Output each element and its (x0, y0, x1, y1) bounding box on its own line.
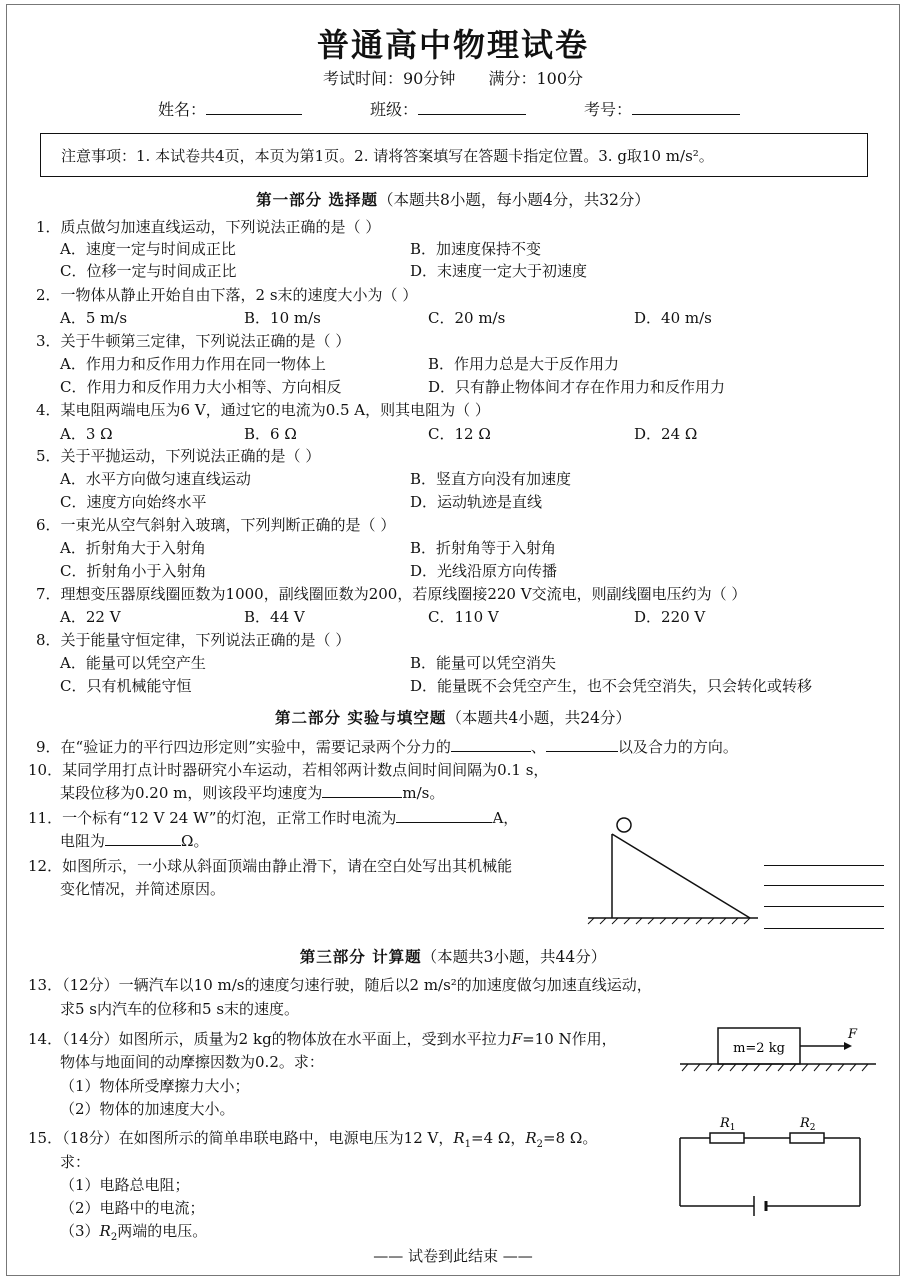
q3-option-c[interactable]: C．作用力和反作用力大小相等、方向相反 (60, 378, 342, 396)
q14-line2: 物体与地面间的动摩擦因数为0.2。求： (60, 1053, 324, 1071)
part3-desc: （本题共3小题，共44分） (421, 948, 607, 966)
part2-header (0, 706, 906, 728)
q13-line2: 求5 s内汽车的位移和5 s末的速度。 (60, 1000, 300, 1018)
q6-stem: 6．一束光从空气斜射入玻璃，下列判断正确的是（ ） (36, 516, 396, 534)
q6-option-d[interactable]: D．光线沿原方向传播 (410, 562, 558, 580)
exam-title: 普通高中物理试卷 (316, 26, 589, 64)
q1-option-b[interactable]: B．加速度保持不变 (410, 240, 542, 258)
q7-stem: 7．理想变压器原线圈匝数为1000，副线圈匝数为200，若原线圈接220 V交流电，则副线圈电压约为（ ） (36, 585, 747, 603)
class-blank[interactable] (418, 100, 526, 115)
q8-option-c[interactable]: C．只有机械能守恒 (60, 677, 192, 695)
q12-line2: 变化情况，并简述原因。 (60, 880, 226, 898)
q15-sub3 (60, 1221, 207, 1248)
q14-sub2: （2）物体的加速度大小。 (60, 1100, 235, 1118)
q11-unit-a: A， (492, 809, 519, 827)
part2-desc: （本题共4小题，共24分） (446, 709, 631, 727)
q1-option-a[interactable]: A．速度一定与时间成正比 (60, 240, 236, 258)
part1-desc: （本题共8小题，每小题4分，共32分） (377, 191, 650, 209)
q9-sep: 、 (530, 738, 546, 756)
q7-option-b[interactable]: B．44 V (244, 608, 305, 626)
resistor-r1 (710, 1133, 744, 1143)
class-label: 班级： (370, 100, 419, 119)
q11-line2a: 电阻为 (60, 832, 106, 850)
q12-line1: 12．如图所示，一小球从斜面顶端由静止滑下，请在空白处写出其机械能 (28, 857, 513, 875)
q2-option-a[interactable]: A．5 m/s (60, 309, 128, 327)
q4-stem: 4．某电阻两端电压为6 V，通过它的电流为0.5 A，则其电阻为（ ） (36, 401, 490, 419)
q5-option-d[interactable]: D．运动轨迹是直线 (410, 493, 543, 511)
q15-eq1: =4 Ω， (471, 1129, 526, 1147)
q10-unit: m/s。 (402, 784, 445, 802)
q3-option-a[interactable]: A．作用力和反作用力作用在同一物体上 (60, 355, 326, 373)
q10-blank[interactable] (322, 783, 402, 798)
q9-blank-2[interactable] (546, 737, 618, 752)
q11-line1a: 11．一个标有“12 V 24 W”的灯泡，正常工作时电流为 (28, 809, 397, 827)
exam-info (0, 66, 906, 89)
q15-sub2: （2）电路中的电流； (60, 1199, 205, 1217)
q10-line2 (60, 783, 444, 803)
q15-r1-symbol: R (453, 1129, 465, 1147)
q4-option-d[interactable]: D．24 Ω (634, 425, 698, 443)
footer-end: —— 试卷到此结束 —— (373, 1247, 533, 1265)
q15-sub3a: （3） (60, 1222, 100, 1240)
q11-line2 (60, 831, 208, 851)
q8-option-d[interactable]: D．能量既不会凭空产生，也不会凭空消失，只会转化或转移 (410, 677, 813, 695)
q11-blank-1[interactable] (396, 808, 492, 823)
q9-blank-1[interactable] (451, 737, 531, 752)
force-label: F (848, 1027, 858, 1042)
q11-line1 (28, 808, 518, 828)
q15-line1a: 15．（18分）在如图所示的简单串联电路中，电源电压为12 V， (28, 1129, 454, 1147)
q3-stem: 3．关于牛顿第三定律，下列说法正确的是（ ） (36, 332, 351, 350)
q8-option-b[interactable]: B．能量可以凭空消失 (410, 654, 557, 672)
q15-eq2: =8 Ω。 (543, 1129, 598, 1147)
q15-r2-symbol: R (525, 1129, 537, 1147)
q15-sub3b: 两端的电压。 (117, 1222, 208, 1240)
part2-title: 第二部分 实验与填空题 (275, 708, 447, 727)
q9-part-b: 以及合力的方向。 (617, 738, 738, 756)
q14-force-symbol: F (511, 1030, 523, 1048)
q2-option-d[interactable]: D．40 m/s (634, 309, 712, 327)
q10-line1: 10．某同学用打点计时器研究小车运动，若相邻两计数点间时间间隔为0.1 s， (28, 761, 549, 779)
number-field (584, 100, 740, 120)
part3-title: 第三部分 计算题 (299, 947, 422, 966)
q14-line1 (28, 1029, 617, 1049)
r1-label: $R_1$ (720, 1116, 736, 1133)
q5-stem: 5．关于平抛运动，下列说法正确的是（ ） (36, 447, 321, 465)
name-blank[interactable] (206, 100, 302, 115)
ground-hatch (588, 918, 750, 924)
q15-line2: 求： (60, 1153, 91, 1171)
q2-option-b[interactable]: B．10 m/s (244, 309, 321, 327)
block-figure (676, 1022, 886, 1078)
q14-line1a: 14．（14分）如图所示，质量为2 kg的物体放在水平面上，受到水平拉力 (28, 1030, 512, 1048)
q9-part-a: 9．在“验证力的平行四边形定则”实验中，需要记录两个分力的 (36, 738, 451, 756)
q1-stem: 1．质点做匀加速直线运动，下列说法正确的是（ ） (36, 218, 381, 236)
notice-box (40, 133, 868, 177)
name-label: 姓名： (158, 100, 207, 119)
q12-answer-line-2[interactable] (764, 885, 884, 886)
q7-option-a[interactable]: A．22 V (60, 608, 121, 626)
q14-sub1: （1）物体所受摩擦力大小； (60, 1077, 250, 1095)
q1-option-c[interactable]: C．位移一定与时间成正比 (60, 262, 237, 280)
q4-option-b[interactable]: B．6 Ω (244, 425, 297, 443)
name-field (158, 100, 302, 120)
q9-text (36, 737, 738, 757)
force-arrowhead (844, 1042, 852, 1050)
resistor-r2 (790, 1133, 824, 1143)
q14-line1b: =10 N作用， (522, 1030, 617, 1048)
q15-sub1: （1）电路总电阻； (60, 1176, 190, 1194)
q8-option-a[interactable]: A．能量可以凭空产生 (60, 654, 206, 672)
block-label: m=2 kg (733, 1041, 785, 1056)
part3-header (0, 945, 906, 967)
notice-text: 注意事项：1. 本试卷共4页，本页为第1页。2. 请将答案填写在答题卡指定位置。3. g取10 m/s²。 (61, 147, 714, 165)
q4-option-c[interactable]: C．12 Ω (428, 425, 491, 443)
circuit-figure (676, 1110, 866, 1220)
part1-header (0, 188, 906, 210)
q5-option-b[interactable]: B．竖直方向没有加速度 (410, 470, 572, 488)
q15-sub3-r-sub: 2 (110, 1232, 118, 1243)
number-label: 考号： (584, 100, 633, 119)
r2-label: $R_2$ (800, 1116, 816, 1133)
q8-stem: 8．关于能量守恒定律，下列说法正确的是（ ） (36, 631, 351, 649)
q7-option-c[interactable]: C．110 V (428, 608, 499, 626)
q12-answer-line-4[interactable] (764, 928, 884, 929)
full-score: 满分：100分 (488, 69, 583, 88)
incline-figure (580, 812, 760, 927)
q12-answer-line-3[interactable] (764, 906, 884, 907)
class-field (370, 100, 526, 120)
q12-answer-line-1[interactable] (764, 865, 884, 866)
q15-sub3-r-symbol: R (99, 1222, 111, 1240)
q2-option-c[interactable]: C．20 m/s (428, 309, 506, 327)
q11-unit-ohm: Ω。 (181, 832, 209, 850)
q15-line1 (28, 1128, 597, 1155)
q1-option-d[interactable]: D．末速度一定大于初速度 (410, 262, 588, 280)
q11-blank-2[interactable] (105, 831, 181, 846)
q15-r2-sub: 2 (536, 1139, 544, 1150)
q10-line2a: 某段位移为0.20 m，则该段平均速度为 (60, 784, 323, 802)
part1-title: 第一部分 选择题 (256, 190, 378, 209)
number-blank[interactable] (632, 100, 740, 115)
q15-r1-sub: 1 (464, 1139, 472, 1150)
q6-option-c[interactable]: C．折射角小于入射角 (60, 562, 207, 580)
q3-option-d[interactable]: D．只有静止物体间才存在作用力和反作用力 (428, 378, 726, 396)
floor-hatch (682, 1064, 868, 1071)
q2-stem: 2．一物体从静止开始自由下落，2 s末的速度大小为（ ） (36, 286, 418, 304)
ball (617, 818, 631, 832)
incline-slope (612, 834, 750, 918)
exam-time: 考试时间：90分钟 (322, 69, 456, 88)
q7-option-d[interactable]: D．220 V (634, 608, 706, 626)
q5-option-a[interactable]: A．水平方向做匀速直线运动 (60, 470, 251, 488)
q13-line1: 13．（12分）一辆汽车以10 m/s的速度匀速行驶，随后以2 m/s²的加速度做匀加速直线运动， (28, 976, 652, 994)
q3-option-b[interactable]: B．作用力总是大于反作用力 (428, 355, 620, 373)
q5-option-c[interactable]: C．速度方向始终水平 (60, 493, 207, 511)
q4-option-a[interactable]: A．3 Ω (60, 425, 113, 443)
q6-option-a[interactable]: A．折射角大于入射角 (60, 539, 206, 557)
q6-option-b[interactable]: B．折射角等于入射角 (410, 539, 557, 557)
